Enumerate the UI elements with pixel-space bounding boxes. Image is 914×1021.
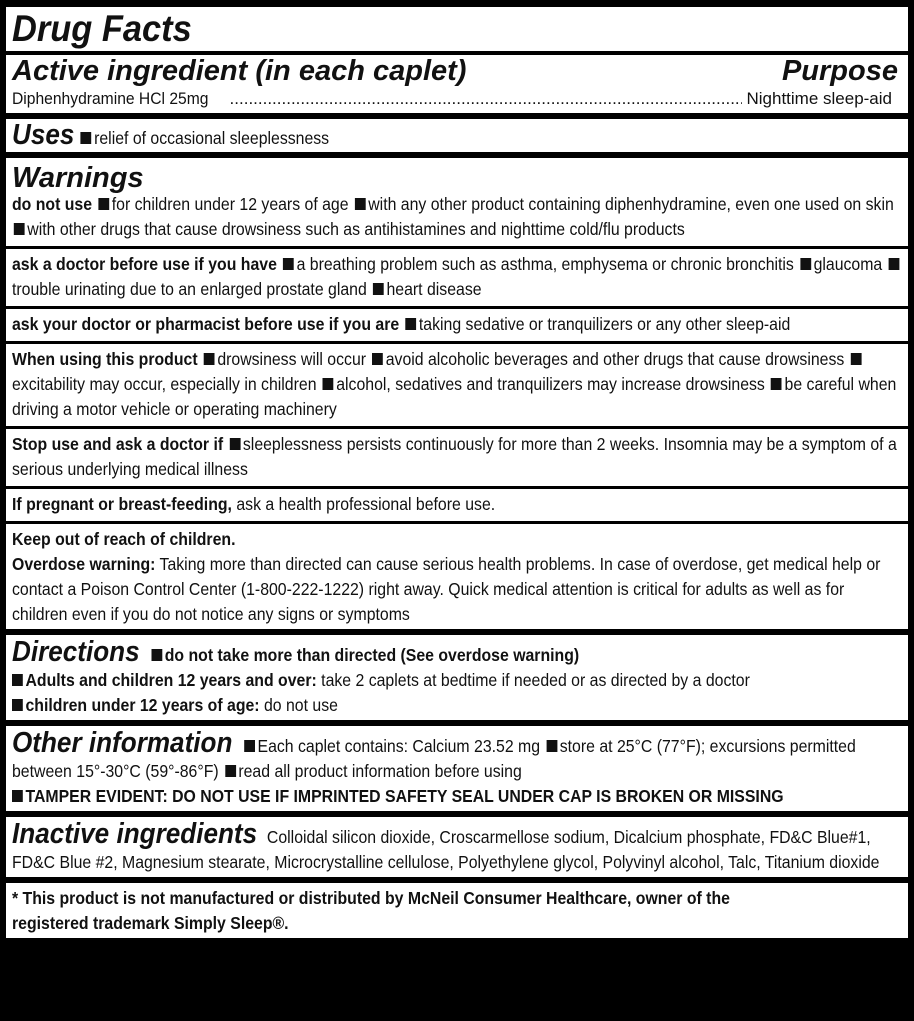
uses-panel <box>6 119 908 152</box>
bullet-square-icon <box>151 649 162 661</box>
bullet-square-icon <box>323 378 334 390</box>
divider <box>6 521 908 524</box>
ask-doctor-label: ask a doctor before use if you have <box>12 254 277 274</box>
bullet-square-icon <box>355 198 366 210</box>
other-information-text <box>12 727 903 784</box>
pregnant-block <box>12 492 903 517</box>
bullet-square-icon <box>800 258 811 270</box>
active-ingredient-name: Diphenhydramine HCl 25mg <box>12 89 209 108</box>
active-ingredient-line <box>12 86 902 111</box>
bullet-square-icon <box>244 740 255 752</box>
directions-adults-label: Adults and children 12 years and over: <box>25 670 317 690</box>
stop-use-label: Stop use and ask a doctor if <box>12 434 224 454</box>
divider <box>6 306 908 309</box>
ask-pharmacist-block <box>12 312 903 337</box>
do-not-use-block <box>12 192 903 242</box>
divider <box>6 246 908 249</box>
warnings-heading: Warnings <box>12 162 144 194</box>
when-using-item: alcohol, sedatives and tranquilizers may increase drowsiness <box>336 374 765 394</box>
directions-heading: Directions <box>12 636 140 668</box>
when-using-item: avoid alcoholic beverages and other drugs that cause drowsiness <box>385 349 845 369</box>
bullet-square-icon <box>12 790 23 802</box>
bullet-square-icon <box>851 353 862 365</box>
bullet-square-icon <box>81 132 92 144</box>
uses-text: relief of occasional sleeplessness <box>94 128 330 148</box>
directions-adults <box>12 668 903 693</box>
active-heading-row <box>12 56 902 86</box>
bullet-square-icon <box>225 765 236 777</box>
ask-doctor-item: heart disease <box>386 279 482 299</box>
pregnant-label: If pregnant or breast-feeding, <box>12 494 232 514</box>
ask-doctor-item: glaucoma <box>813 254 883 274</box>
inactive-ingredients-list: Colloidal silicon dioxide, Croscarmellose sodium, Dicalcium phosphate, FD&C Blue#1, FD&C Blue #2, Magnesium stearate, Microcrystalline cellulose, Polyethylene glycol, Polyvinyl alcohol, Talc, Titanium dioxide <box>12 827 880 872</box>
purpose-heading: Purpose <box>781 55 898 87</box>
inactive-ingredients-text <box>12 818 903 875</box>
bullet-square-icon <box>771 378 782 390</box>
divider <box>6 426 908 429</box>
uses-line <box>12 119 903 151</box>
other-information-heading: Other information <box>12 727 233 759</box>
bullet-square-icon <box>12 674 23 686</box>
tamper-evident-text: TAMPER EVIDENT: DO NOT USE IF IMPRINTED SAFETY SEAL UNDER CAP IS BROKEN OR MISSING <box>25 786 784 806</box>
leader-dots <box>230 86 743 111</box>
divider <box>6 486 908 489</box>
do-not-use-item: with any other product containing diphenhydramine, even one used on skin <box>368 194 894 214</box>
directions-lead-line <box>12 636 903 668</box>
bullet-square-icon <box>283 258 294 270</box>
ask-pharmacist-item: taking sedative or tranquilizers or any other sleep-aid <box>418 314 791 334</box>
overdose-text: Taking more than directed can cause serious health problems. In case of overdose, get medical help or contact a Poison Control Center (1-800-222-1222) right away. Quick medical attention is critical for adults as well as for children even if you do not notice any signs or symptoms <box>12 554 881 624</box>
keep-out-block <box>12 527 903 627</box>
active-ingredient-heading: Active ingredient (in each caplet) <box>12 55 467 87</box>
directions-adults-text: take 2 caplets at bedtime if needed or as directed by a doctor <box>321 670 750 690</box>
active-ingredient-panel <box>6 7 908 113</box>
bullet-square-icon <box>546 740 557 752</box>
do-not-use-label: do not use <box>12 194 93 214</box>
bullet-square-icon <box>12 699 23 711</box>
bullet-square-icon <box>204 353 215 365</box>
when-using-block <box>12 347 903 422</box>
bullet-square-icon <box>405 318 416 330</box>
do-not-use-item: with other drugs that cause drowsiness such as antihistamines and nighttime cold/flu products <box>27 219 685 239</box>
other-item: read all product information before using <box>238 761 522 781</box>
footnote-text: * This product is not manufactured or distributed by McNeil Consumer Healthcare, owner of the registered trademark Simply Sleep®. <box>12 888 730 933</box>
page-title: Drug Facts <box>12 8 192 49</box>
overdose-label: Overdose warning: <box>12 554 156 574</box>
ask-pharmacist-label: ask your doctor or pharmacist before use if you are <box>12 314 400 334</box>
bullet-square-icon <box>229 438 240 450</box>
when-using-label: When using this product <box>12 349 198 369</box>
pregnant-text: ask a health professional before use. <box>236 494 496 514</box>
other-item: Each caplet contains: Calcium 23.52 mg <box>257 736 541 756</box>
stop-use-item: sleeplessness persists continuously for more than 2 weeks. Insomnia may be a symptom of a serious underlying medical illness <box>12 434 897 479</box>
divider <box>6 341 908 344</box>
directions-panel <box>6 635 908 720</box>
uses-heading: Uses <box>12 119 75 151</box>
keep-out-text: Keep out of reach of children. <box>12 529 236 549</box>
do-not-use-item: for children under 12 years of age <box>111 194 349 214</box>
bullet-square-icon <box>373 283 384 295</box>
bullet-square-icon <box>14 223 25 235</box>
inactive-ingredients-panel <box>6 817 908 877</box>
ask-doctor-item: a breathing problem such as asthma, emphysema or chronic bronchitis <box>296 254 794 274</box>
directions-children-label: children under 12 years of age: <box>25 695 260 715</box>
directions-children-text: do not use <box>263 695 338 715</box>
inactive-ingredients-heading: Inactive ingredients <box>12 818 258 850</box>
warnings-panel <box>6 158 908 629</box>
when-using-item: excitability may occur, especially in children <box>12 374 317 394</box>
bullet-square-icon <box>372 353 383 365</box>
ask-doctor-item: trouble urinating due to an enlarged prostate gland <box>12 279 367 299</box>
stop-use-block <box>12 432 903 482</box>
when-using-item: drowsiness will occur <box>217 349 367 369</box>
directions-lead: do not take more than directed (See overdose warning) <box>164 645 580 665</box>
footnote-panel <box>6 883 908 938</box>
other-item: store at 25°C (77°F); excursions permitted between 15°-30°C (59°-86°F) <box>12 736 856 781</box>
other-information-panel <box>6 726 908 811</box>
directions-children <box>12 693 903 718</box>
bullet-square-icon <box>98 198 109 210</box>
when-using-item: be careful when driving a motor vehicle or operating machinery <box>12 374 897 419</box>
bullet-square-icon <box>888 258 899 270</box>
tamper-line <box>12 784 903 809</box>
active-ingredient-purpose: Nighttime sleep-aid <box>746 89 892 108</box>
ask-doctor-block <box>12 252 903 302</box>
